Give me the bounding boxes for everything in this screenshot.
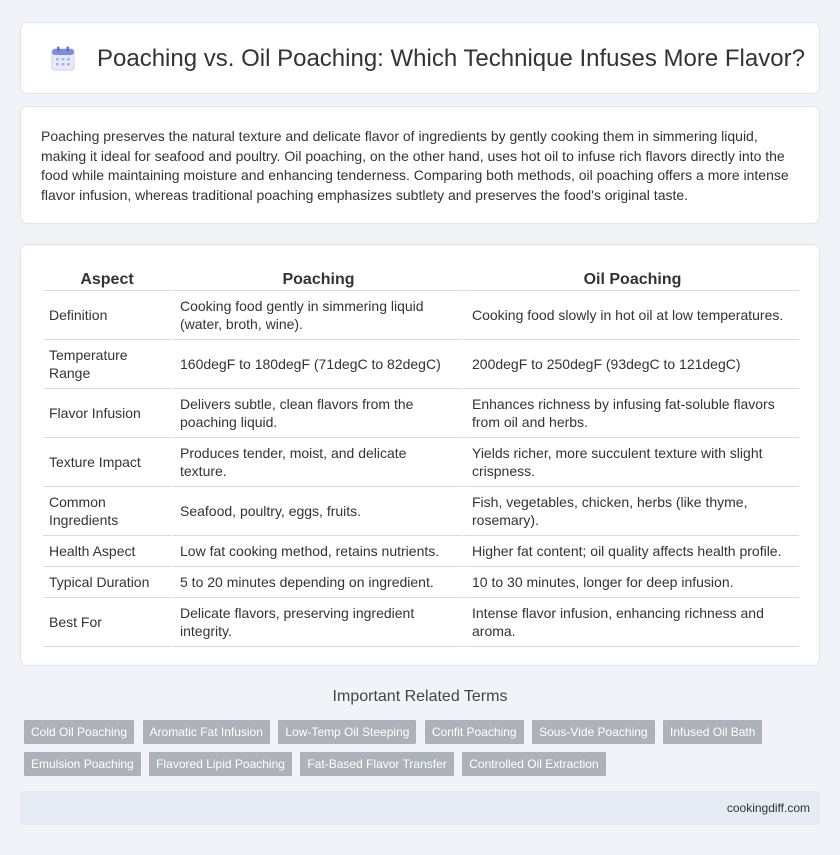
- row-poaching: 160degF to 180degF (71degC to 82degC): [171, 340, 463, 389]
- tag-confit-poaching[interactable]: Confit Poaching: [425, 720, 524, 744]
- comparison-table-card: [20, 244, 820, 666]
- table-row: [43, 291, 799, 340]
- row-aspect: Common Ingredients: [43, 487, 171, 536]
- row-aspect: Definition: [43, 291, 171, 340]
- tag-aromatic-fat-infusion[interactable]: Aromatic Fat Infusion: [143, 720, 270, 744]
- table-row: [43, 567, 799, 598]
- header-poaching: Poaching: [171, 261, 463, 291]
- table-row: [43, 536, 799, 567]
- row-poaching: Produces tender, moist, and delicate texture.: [171, 438, 463, 487]
- related-terms-title: Important Related Terms: [332, 688, 508, 705]
- row-poaching: Cooking food gently in simmering liquid (water, broth, wine).: [171, 291, 463, 340]
- comparison-table: [43, 261, 799, 647]
- row-poaching: Low fat cooking method, retains nutrients.: [171, 536, 463, 567]
- row-poaching: Seafood, poultry, eggs, fruits.: [171, 487, 463, 536]
- table-row: [43, 438, 799, 487]
- table-row: [43, 340, 799, 389]
- page-title: Poaching vs. Oil Poaching: Which Technique Infuses More Flavor?: [97, 45, 805, 72]
- row-aspect: Flavor Infusion: [43, 389, 171, 438]
- footer-site-link[interactable]: cookingdiff.com: [726, 801, 810, 815]
- table-row: [43, 389, 799, 438]
- tag-cold-oil-poaching[interactable]: Cold Oil Poaching: [24, 720, 134, 744]
- row-aspect: Health Aspect: [43, 536, 171, 567]
- table-header-row: [43, 261, 799, 291]
- header-oil-poaching: Oil Poaching: [463, 261, 799, 291]
- header-card: [20, 22, 820, 94]
- row-aspect: Best For: [43, 598, 171, 647]
- row-oil-poaching: Yields richer, more succulent texture with slight crispness.: [463, 438, 799, 487]
- table-row: [43, 598, 799, 647]
- tag-flavored-lipid-poaching[interactable]: Flavored Lipid Poaching: [149, 752, 292, 776]
- tag-emulsion-poaching[interactable]: Emulsion Poaching: [24, 752, 141, 776]
- tag-low-temp-oil-steeping[interactable]: Low-Temp Oil Steeping: [278, 720, 416, 744]
- intro-card: [20, 106, 820, 224]
- tag-infused-oil-bath[interactable]: Infused Oil Bath: [663, 720, 762, 744]
- row-poaching: Delicate flavors, preserving ingredient integrity.: [171, 598, 463, 647]
- row-poaching: 5 to 20 minutes depending on ingredient.: [171, 567, 463, 598]
- intro-paragraph: Poaching preserves the natural texture and delicate flavor of ingredients by gently cooking them in simmering liquid, making it ideal for seafood and poultry. Oil poaching, on the other hand, uses hot oil to infuse rich flavors directly into the food while maintaining moisture and enhancing tenderness. Comparing both methods, oil poaching offers a more intense flavor infusion, whereas traditional poaching emphasizes subtlety and preserves the food's original taste.: [41, 128, 789, 203]
- row-aspect: Texture Impact: [43, 438, 171, 487]
- row-oil-poaching: Fish, vegetables, chicken, herbs (like thyme, rosemary).: [463, 487, 799, 536]
- row-oil-poaching: Intense flavor infusion, enhancing richness and aroma.: [463, 598, 799, 647]
- row-oil-poaching: 200degF to 250degF (93degC to 121degC): [463, 340, 799, 389]
- table-row: [43, 487, 799, 536]
- calendar-icon: [51, 46, 75, 71]
- row-oil-poaching: 10 to 30 minutes, longer for deep infusion.: [463, 567, 799, 598]
- tag-fat-based-flavor-transfer[interactable]: Fat-Based Flavor Transfer: [300, 752, 453, 776]
- row-aspect: Temperature Range: [43, 340, 171, 389]
- row-oil-poaching: Higher fat content; oil quality affects health profile.: [463, 536, 799, 567]
- row-poaching: Delivers subtle, clean flavors from the poaching liquid.: [171, 389, 463, 438]
- tag-sous-vide-poaching[interactable]: Sous-Vide Poaching: [532, 720, 655, 744]
- related-terms-tags: [24, 720, 824, 784]
- row-oil-poaching: Cooking food slowly in hot oil at low temperatures.: [463, 291, 799, 340]
- header-aspect: Aspect: [43, 261, 171, 291]
- row-aspect: Typical Duration: [43, 567, 171, 598]
- tag-controlled-oil-extraction[interactable]: Controlled Oil Extraction: [462, 752, 605, 776]
- footer: [20, 791, 820, 825]
- row-oil-poaching: Enhances richness by infusing fat-soluble flavors from oil and herbs.: [463, 389, 799, 438]
